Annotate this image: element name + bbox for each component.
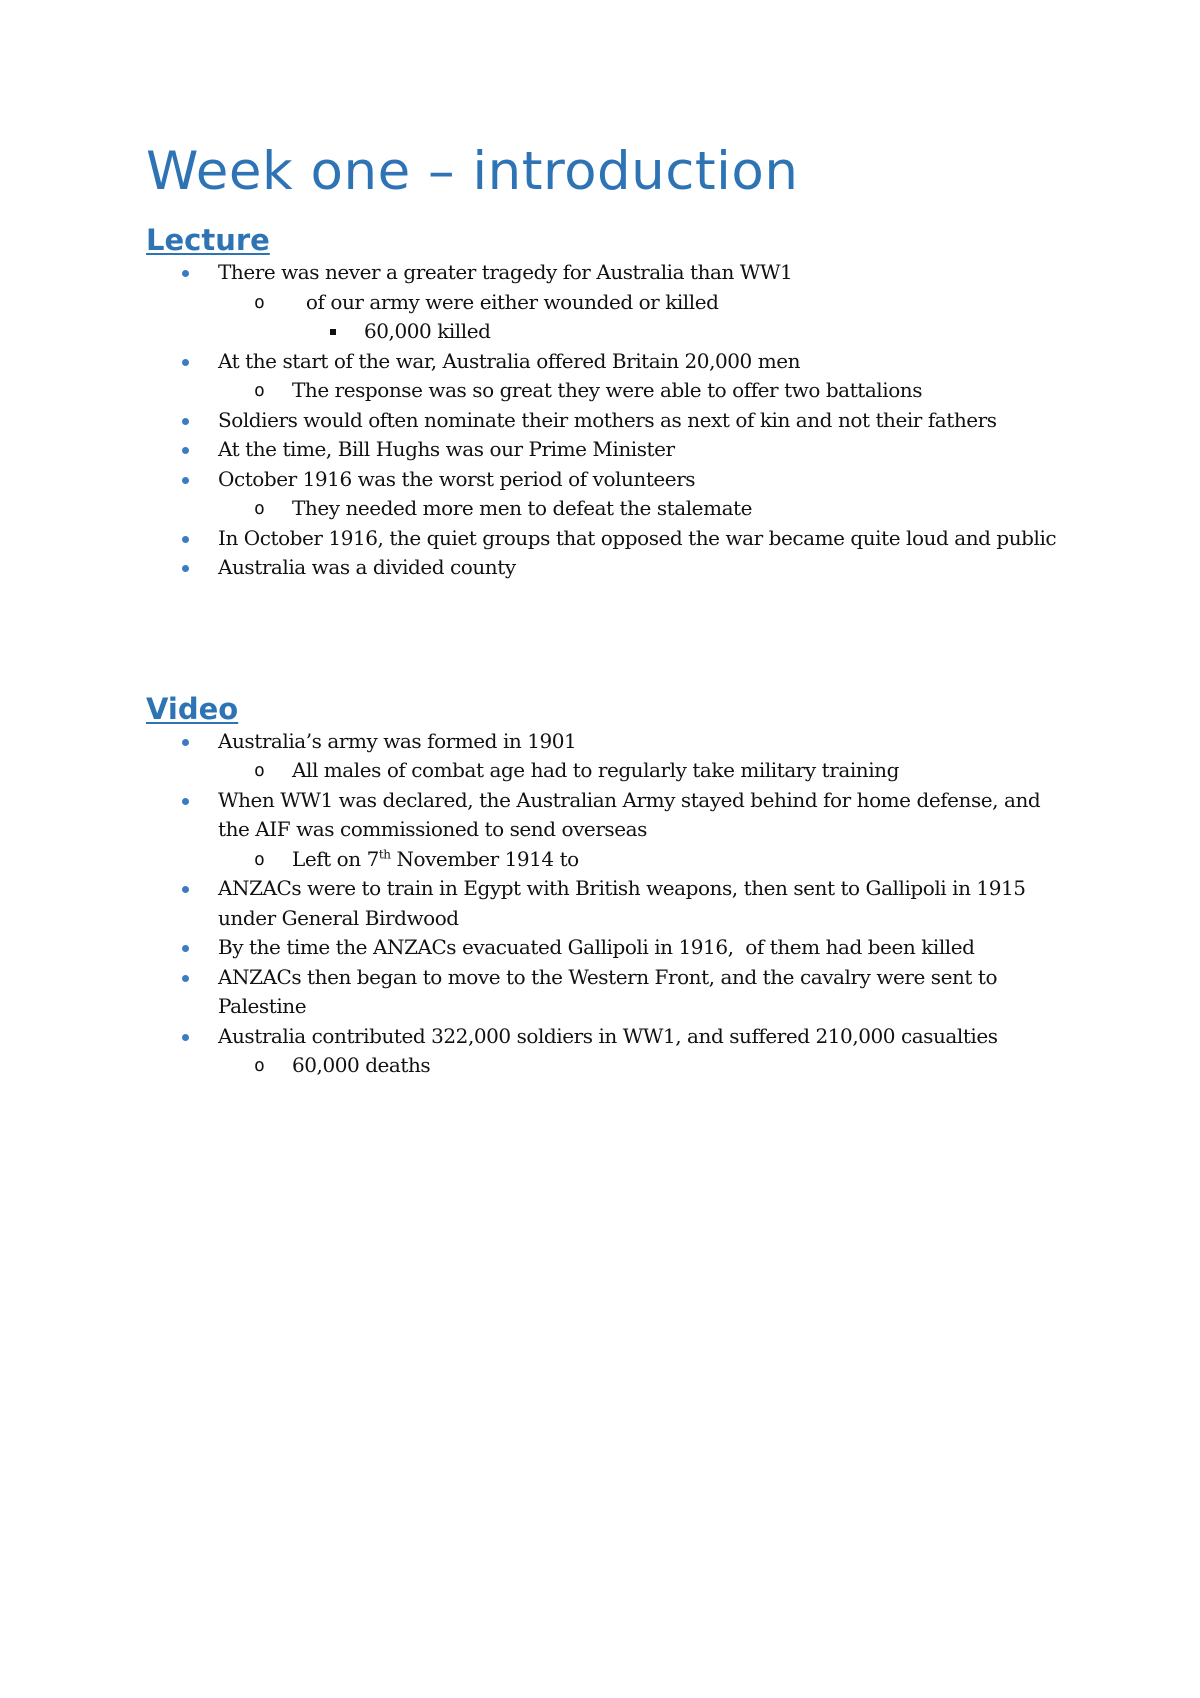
list-item-text: October 1916 was the worst period of volunteers xyxy=(218,466,696,491)
list-item xyxy=(146,874,1076,933)
bullet-icon xyxy=(182,536,189,543)
list-item-text: ANZACs were to train in Egypt with British weapons, then sent to Gallipoli in 1915 under General Birdwood xyxy=(218,876,1026,930)
sub-list xyxy=(218,288,1076,347)
list-item-text: In October 1916, the quiet groups that opposed the war became quite loud and public xyxy=(218,525,1057,550)
list-item xyxy=(146,933,1076,963)
list-item xyxy=(146,1022,1076,1081)
list-item xyxy=(146,258,1076,347)
list-item xyxy=(146,524,1076,554)
bullet-icon xyxy=(182,798,189,805)
sub-list-item-text: They needed more men to defeat the stalemate xyxy=(292,496,753,520)
bullet-icon xyxy=(182,1034,189,1041)
list-item-text: At the time, Bill Hughs was our Prime Minister xyxy=(218,437,675,461)
section-heading-lecture: Lecture xyxy=(146,223,270,257)
list-item-text: There was never a greater tragedy for Australia than WW1 xyxy=(218,260,793,284)
circle-bullet-icon: o xyxy=(254,760,265,781)
section-heading-video: Video xyxy=(146,691,239,726)
video-list xyxy=(146,727,1076,1081)
list-item xyxy=(146,406,1076,436)
sub-list-item-text-post: November 1914 to xyxy=(390,846,579,871)
list-item xyxy=(146,553,1076,583)
sub-list-item xyxy=(146,756,1076,786)
sub-list-item-text: All males of combat age had to regularly take military training xyxy=(292,758,899,782)
circle-bullet-icon: o xyxy=(254,291,265,313)
list-item-text: By the time the ANZACs evacuated Gallipoli in 1916, of them had been killed xyxy=(218,935,975,959)
sub-sub-list-item-text: 60,000 killed xyxy=(364,319,491,343)
list-item-text: Australia contributed 322,000 soldiers in WW1, and suffered 210,000 casualties xyxy=(218,1023,998,1048)
sub-sub-list-item xyxy=(146,317,1076,347)
sub-list xyxy=(218,494,1076,524)
sub-list-item-text-pre: Left on 7 xyxy=(292,846,379,871)
bullet-icon xyxy=(182,565,189,572)
circle-bullet-icon: o xyxy=(254,380,265,401)
sub-list xyxy=(218,376,1076,406)
sub-list xyxy=(218,1051,1076,1081)
sub-list-item-text: The response was so great they were able to offer two battalions xyxy=(292,378,923,402)
sub-list-item xyxy=(146,845,1076,875)
sub-list-item xyxy=(146,376,1076,406)
circle-bullet-icon: o xyxy=(254,498,265,519)
lecture-list xyxy=(146,258,1076,583)
list-item xyxy=(146,347,1076,406)
bullet-icon xyxy=(182,270,189,277)
bullet-icon xyxy=(182,418,189,425)
sub-list-item-text: of our army were either wounded or killed xyxy=(300,289,719,314)
sub-list-item-text: 60,000 deaths xyxy=(292,1053,431,1077)
page-title: Week one – introduction xyxy=(146,141,799,202)
list-item-text: At the start of the war, Australia offered Britain 20,000 men xyxy=(218,348,801,373)
bullet-icon xyxy=(182,359,189,366)
list-item xyxy=(146,786,1076,875)
list-item-text: Australia was a divided county xyxy=(218,555,516,579)
list-item xyxy=(146,727,1076,786)
bullet-icon xyxy=(182,739,189,746)
bullet-icon xyxy=(182,886,189,893)
list-item xyxy=(146,435,1076,465)
bullet-icon xyxy=(182,447,189,454)
list-item xyxy=(146,963,1076,1022)
list-item-text: ANZACs then began to move to the Western Front, and the cavalry were sent to Palestine xyxy=(218,964,998,1018)
circle-bullet-icon: o xyxy=(254,1055,265,1076)
bullet-icon xyxy=(182,945,189,952)
list-item xyxy=(146,465,1076,524)
bullet-icon xyxy=(182,975,189,982)
sub-list-item xyxy=(146,1051,1076,1081)
list-item-text: Australia’s army was formed in 1901 xyxy=(218,728,577,753)
bullet-icon xyxy=(182,477,189,484)
square-bullet-icon xyxy=(330,329,336,335)
sub-list-item xyxy=(146,494,1076,524)
ordinal-suffix: th xyxy=(378,846,391,861)
circle-bullet-icon: o xyxy=(254,848,265,870)
list-item-text: Soldiers would often nominate their mothers as next of kin and not their fathers xyxy=(218,407,997,432)
sub-list xyxy=(218,756,1076,786)
sub-list-item xyxy=(146,288,1076,347)
list-item-text: When WW1 was declared, the Australian Army stayed behind for home defense, and the AIF was commissioned to send overseas xyxy=(218,787,1041,841)
sub-list xyxy=(218,845,1076,875)
document-page xyxy=(146,140,1076,1081)
sub-sub-list xyxy=(292,317,1076,347)
